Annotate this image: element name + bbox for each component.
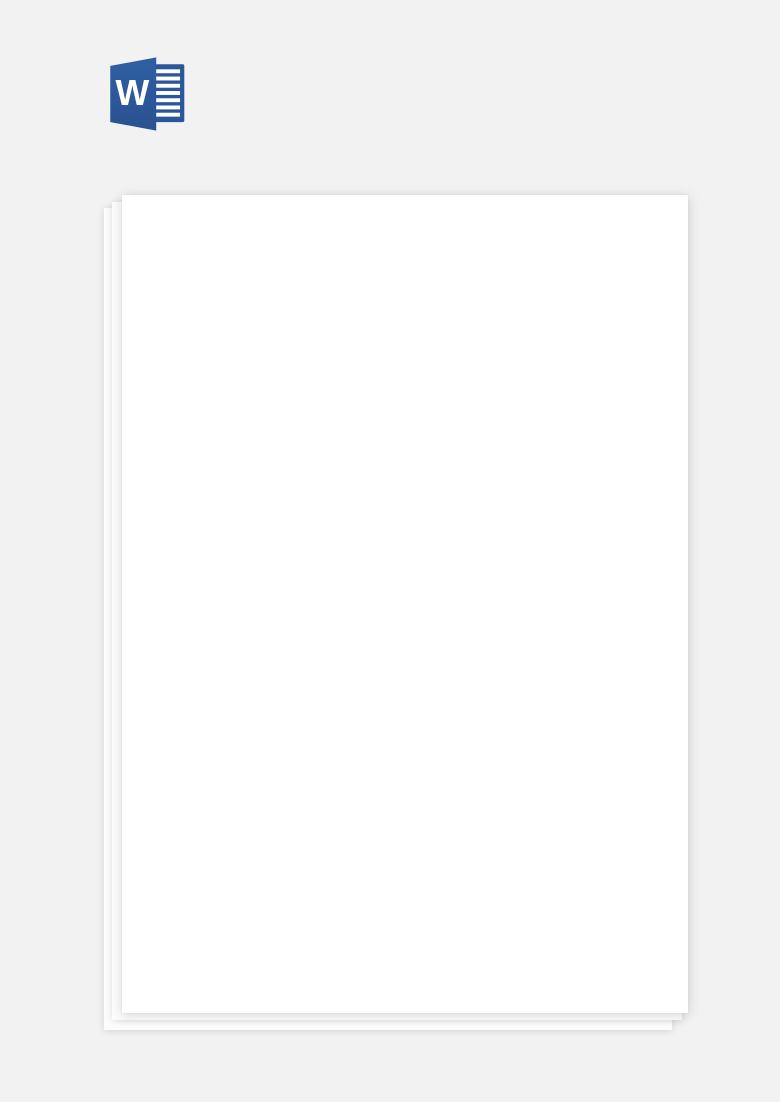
document-content <box>122 195 688 1013</box>
document-page-stack <box>0 186 780 1102</box>
document-footnote <box>176 267 634 297</box>
word-doc-icon <box>103 54 189 134</box>
page-header <box>0 0 780 186</box>
page-sheet-front <box>122 195 688 1013</box>
svg-text:W: W <box>115 73 150 114</box>
